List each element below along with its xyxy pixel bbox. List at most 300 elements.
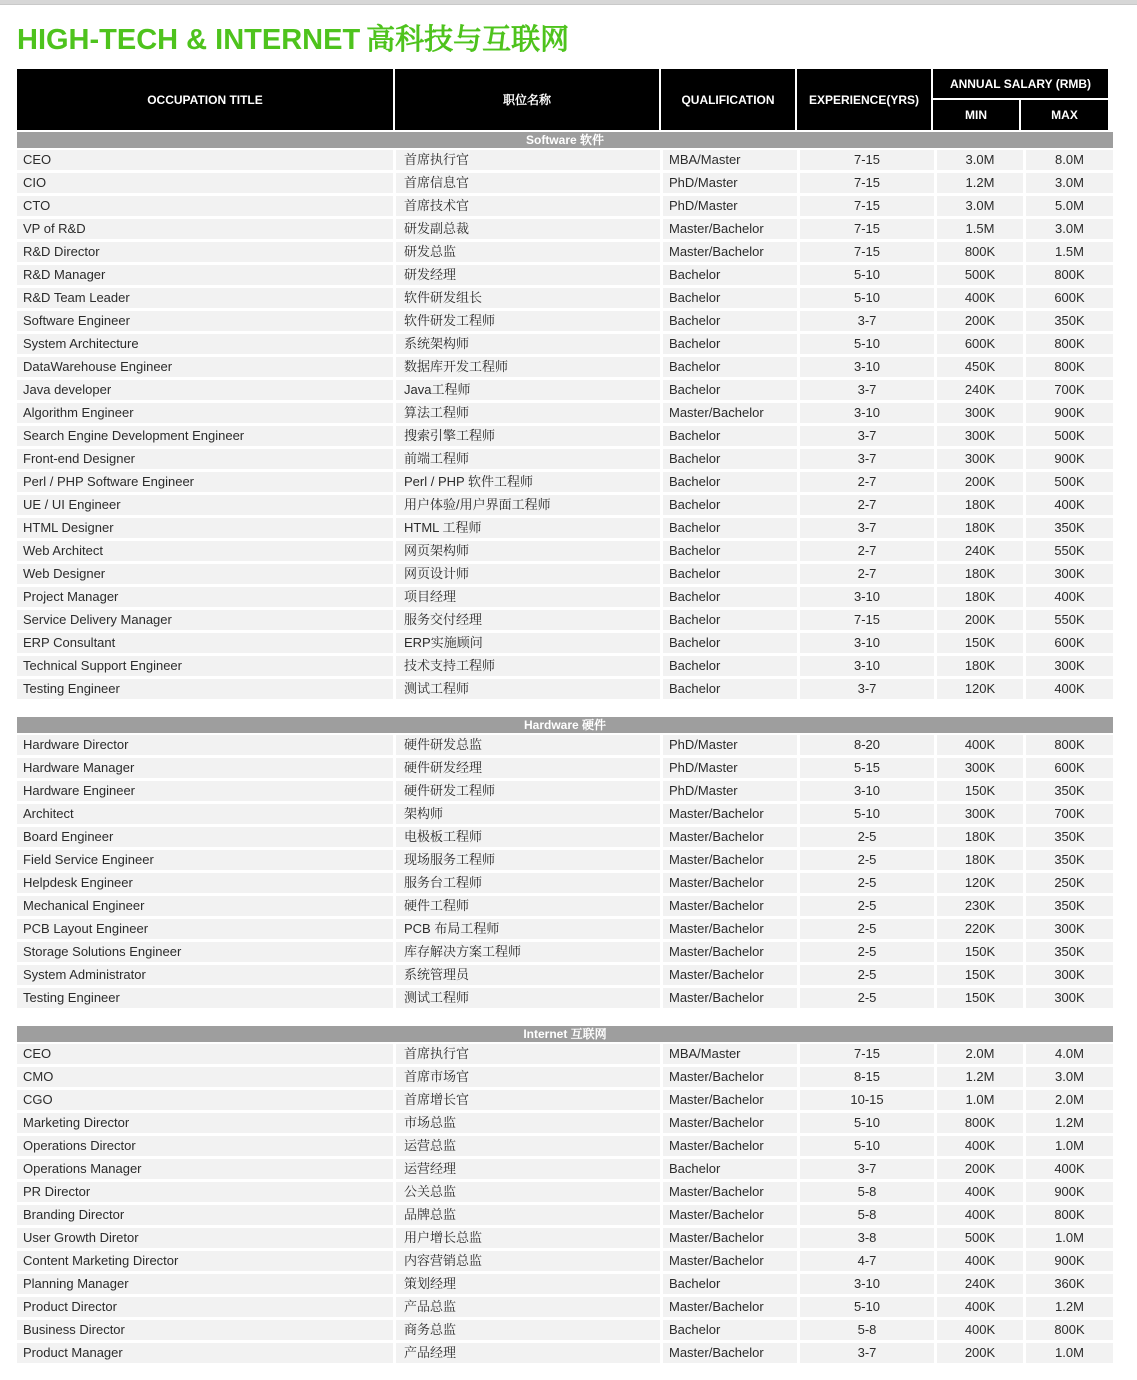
- qualification-cell: Master/Bachelor: [663, 1136, 797, 1156]
- section-header-label: Software 软件: [525, 133, 604, 147]
- table-row: [17, 781, 1113, 801]
- experience-cell: 5-8: [800, 1320, 934, 1340]
- qualification-cell: Master/Bachelor: [663, 850, 797, 870]
- title-zh-cell: 系统架构师: [396, 334, 660, 354]
- qualification-cell: Master/Bachelor: [663, 919, 797, 939]
- min-salary-cell: 180K: [937, 495, 1023, 515]
- title-zh-cell: 产品经理: [396, 1343, 660, 1363]
- occupation-cell: CGO: [17, 1090, 393, 1110]
- table-row: [17, 334, 1113, 354]
- title-zh-cell: 商务总监: [396, 1320, 660, 1340]
- table-row: [17, 426, 1113, 446]
- experience-cell: 3-7: [800, 518, 934, 538]
- experience-cell: 7-15: [800, 219, 934, 239]
- min-salary-cell: 150K: [937, 781, 1023, 801]
- experience-cell: 2-7: [800, 541, 934, 561]
- header-annual-salary: ANNUAL SALARY (RMB): [933, 69, 1108, 98]
- table-row: [17, 850, 1113, 870]
- occupation-cell: Search Engine Development Engineer: [17, 426, 393, 446]
- table-row: [17, 919, 1113, 939]
- occupation-cell: Perl / PHP Software Engineer: [17, 472, 393, 492]
- table-row: [17, 896, 1113, 916]
- table-row: [17, 1205, 1113, 1225]
- max-salary-cell: 1.2M: [1026, 1113, 1113, 1133]
- experience-cell: 2-5: [800, 827, 934, 847]
- title-zh-cell: 策划经理: [396, 1274, 660, 1294]
- title-zh-cell: 软件研发工程师: [396, 311, 660, 331]
- min-salary-cell: 150K: [937, 942, 1023, 962]
- title-zh-cell: 市场总监: [396, 1113, 660, 1133]
- experience-cell: 3-10: [800, 1274, 934, 1294]
- title-zh-cell: 运营总监: [396, 1136, 660, 1156]
- max-salary-cell: 4.0M: [1026, 1044, 1113, 1064]
- occupation-cell: R&D Team Leader: [17, 288, 393, 308]
- max-salary-cell: 900K: [1026, 403, 1113, 423]
- table-row: [17, 449, 1113, 469]
- max-salary-cell: 800K: [1026, 1205, 1113, 1225]
- min-salary-cell: 300K: [937, 449, 1023, 469]
- table-row: [17, 1297, 1113, 1317]
- occupation-cell: CIO: [17, 173, 393, 193]
- qualification-cell: Master/Bachelor: [663, 804, 797, 824]
- experience-cell: 3-7: [800, 449, 934, 469]
- table-row: [17, 242, 1113, 262]
- max-salary-cell: 800K: [1026, 357, 1113, 377]
- qualification-cell: Bachelor: [663, 288, 797, 308]
- title-zh-cell: 服务台工程师: [396, 873, 660, 893]
- experience-cell: 5-10: [800, 288, 934, 308]
- experience-cell: 2-7: [800, 564, 934, 584]
- max-salary-cell: 800K: [1026, 265, 1113, 285]
- experience-cell: 3-10: [800, 656, 934, 676]
- occupation-cell: ERP Consultant: [17, 633, 393, 653]
- min-salary-cell: 500K: [937, 1228, 1023, 1248]
- max-salary-cell: 350K: [1026, 311, 1113, 331]
- experience-cell: 10-15: [800, 1090, 934, 1110]
- max-salary-cell: 800K: [1026, 1320, 1113, 1340]
- min-salary-cell: 800K: [937, 242, 1023, 262]
- table-row: [17, 735, 1113, 755]
- qualification-cell: Bachelor: [663, 334, 797, 354]
- occupation-cell: Software Engineer: [17, 311, 393, 331]
- experience-cell: 2-7: [800, 495, 934, 515]
- max-salary-cell: 1.5M: [1026, 242, 1113, 262]
- qualification-cell: Bachelor: [663, 633, 797, 653]
- title-zh-cell: 服务交付经理: [396, 610, 660, 630]
- min-salary-cell: 400K: [937, 1182, 1023, 1202]
- occupation-cell: Helpdesk Engineer: [17, 873, 393, 893]
- title-zh-cell: 研发经理: [396, 265, 660, 285]
- title-zh-cell: 首席增长官: [396, 1090, 660, 1110]
- table-row: [17, 1090, 1113, 1110]
- min-salary-cell: 1.2M: [937, 1067, 1023, 1087]
- experience-cell: 8-15: [800, 1067, 934, 1087]
- title-zh-cell: PCB 布局工程师: [396, 919, 660, 939]
- qualification-cell: Bachelor: [663, 265, 797, 285]
- min-salary-cell: 3.0M: [937, 196, 1023, 216]
- occupation-cell: Hardware Director: [17, 735, 393, 755]
- min-salary-cell: 3.0M: [937, 150, 1023, 170]
- min-salary-cell: 180K: [937, 564, 1023, 584]
- min-salary-cell: 400K: [937, 735, 1023, 755]
- table-row: [17, 1228, 1113, 1248]
- occupation-cell: Storage Solutions Engineer: [17, 942, 393, 962]
- occupation-cell: Hardware Manager: [17, 758, 393, 778]
- max-salary-cell: 300K: [1026, 656, 1113, 676]
- min-salary-cell: 240K: [937, 1274, 1023, 1294]
- occupation-cell: Algorithm Engineer: [17, 403, 393, 423]
- min-salary-cell: 400K: [937, 1251, 1023, 1271]
- min-salary-cell: 180K: [937, 518, 1023, 538]
- experience-cell: 3-7: [800, 311, 934, 331]
- qualification-cell: Master/Bachelor: [663, 1297, 797, 1317]
- min-salary-cell: 240K: [937, 380, 1023, 400]
- experience-cell: 2-5: [800, 988, 934, 1008]
- qualification-cell: Master/Bachelor: [663, 1343, 797, 1363]
- occupation-cell: CEO: [17, 1044, 393, 1064]
- occupation-cell: User Growth Diretor: [17, 1228, 393, 1248]
- table-row: [17, 541, 1113, 561]
- min-salary-cell: 180K: [937, 587, 1023, 607]
- table-row: [17, 610, 1113, 630]
- title-zh-cell: HTML 工程师: [396, 518, 660, 538]
- min-salary-cell: 200K: [937, 1343, 1023, 1363]
- experience-cell: 3-7: [800, 1159, 934, 1179]
- section-header: [17, 717, 1113, 733]
- min-salary-cell: 450K: [937, 357, 1023, 377]
- qualification-cell: Master/Bachelor: [663, 242, 797, 262]
- experience-cell: 2-5: [800, 873, 934, 893]
- table-row: [17, 587, 1113, 607]
- experience-cell: 5-10: [800, 1113, 934, 1133]
- experience-cell: 5-10: [800, 334, 934, 354]
- table-row: [17, 1320, 1113, 1340]
- experience-cell: 2-7: [800, 472, 934, 492]
- title-zh-cell: 电极板工程师: [396, 827, 660, 847]
- table-row: [17, 173, 1113, 193]
- experience-cell: 5-10: [800, 265, 934, 285]
- max-salary-cell: 400K: [1026, 495, 1113, 515]
- header-occupation-title: OCCUPATION TITLE: [17, 69, 393, 130]
- table-row: [17, 472, 1113, 492]
- max-salary-cell: 900K: [1026, 1182, 1113, 1202]
- qualification-cell: MBA/Master: [663, 1044, 797, 1064]
- qualification-cell: Bachelor: [663, 472, 797, 492]
- max-salary-cell: 350K: [1026, 942, 1113, 962]
- max-salary-cell: 350K: [1026, 518, 1113, 538]
- title-zh-cell: 硬件研发经理: [396, 758, 660, 778]
- section-rows: [17, 150, 1113, 699]
- occupation-cell: Java developer: [17, 380, 393, 400]
- header-salary-min: MIN: [933, 100, 1019, 130]
- experience-cell: 8-20: [800, 735, 934, 755]
- min-salary-cell: 180K: [937, 850, 1023, 870]
- section-header-label: Hardware 硬件: [523, 718, 607, 732]
- title-zh-cell: 项目经理: [396, 587, 660, 607]
- table-row: [17, 1274, 1113, 1294]
- table-row: [17, 656, 1113, 676]
- occupation-cell: System Architecture: [17, 334, 393, 354]
- table-row: [17, 1136, 1113, 1156]
- qualification-cell: Bachelor: [663, 495, 797, 515]
- min-salary-cell: 200K: [937, 472, 1023, 492]
- max-salary-cell: 600K: [1026, 758, 1113, 778]
- occupation-cell: Content Marketing Director: [17, 1251, 393, 1271]
- table-row: [17, 1067, 1113, 1087]
- table-row: [17, 1251, 1113, 1271]
- page-title-zh: 高科技与互联网: [366, 24, 570, 56]
- max-salary-cell: 600K: [1026, 288, 1113, 308]
- table-row: [17, 633, 1113, 653]
- occupation-cell: Mechanical Engineer: [17, 896, 393, 916]
- qualification-cell: Master/Bachelor: [663, 219, 797, 239]
- experience-cell: 2-5: [800, 942, 934, 962]
- min-salary-cell: 400K: [937, 1297, 1023, 1317]
- min-salary-cell: 1.0M: [937, 1090, 1023, 1110]
- page-content: [0, 5, 1137, 1363]
- experience-cell: 5-8: [800, 1182, 934, 1202]
- qualification-cell: Master/Bachelor: [663, 942, 797, 962]
- qualification-cell: Bachelor: [663, 679, 797, 699]
- qualification-cell: Bachelor: [663, 426, 797, 446]
- table-header: [17, 69, 1113, 130]
- experience-cell: 3-7: [800, 679, 934, 699]
- occupation-cell: Web Designer: [17, 564, 393, 584]
- min-salary-cell: 240K: [937, 541, 1023, 561]
- title-zh-cell: 用户体验/用户界面工程师: [396, 495, 660, 515]
- table-row: [17, 196, 1113, 216]
- occupation-cell: Service Delivery Manager: [17, 610, 393, 630]
- title-zh-cell: 首席市场官: [396, 1067, 660, 1087]
- table-row: [17, 827, 1113, 847]
- max-salary-cell: 1.0M: [1026, 1136, 1113, 1156]
- occupation-cell: PCB Layout Engineer: [17, 919, 393, 939]
- max-salary-cell: 350K: [1026, 896, 1113, 916]
- header-qualification: QUALIFICATION: [661, 69, 795, 130]
- min-salary-cell: 180K: [937, 827, 1023, 847]
- occupation-cell: Testing Engineer: [17, 988, 393, 1008]
- table-row: [17, 288, 1113, 308]
- qualification-cell: Bachelor: [663, 656, 797, 676]
- qualification-cell: Bachelor: [663, 518, 797, 538]
- table-row: [17, 1182, 1113, 1202]
- qualification-cell: Master/Bachelor: [663, 1090, 797, 1110]
- experience-cell: 3-10: [800, 587, 934, 607]
- occupation-cell: Product Director: [17, 1297, 393, 1317]
- table-sections: [17, 132, 1113, 1363]
- table-row: [17, 311, 1113, 331]
- table-row: [17, 518, 1113, 538]
- title-zh-cell: 首席技术官: [396, 196, 660, 216]
- occupation-cell: Project Manager: [17, 587, 393, 607]
- title-zh-cell: 首席执行官: [396, 1044, 660, 1064]
- title-zh-cell: 硬件研发总监: [396, 735, 660, 755]
- max-salary-cell: 350K: [1026, 827, 1113, 847]
- experience-cell: 7-15: [800, 150, 934, 170]
- experience-cell: 3-8: [800, 1228, 934, 1248]
- table-row: [17, 758, 1113, 778]
- max-salary-cell: 900K: [1026, 1251, 1113, 1271]
- table-row: [17, 495, 1113, 515]
- experience-cell: 4-7: [800, 1251, 934, 1271]
- table-row: [17, 265, 1113, 285]
- experience-cell: 2-5: [800, 965, 934, 985]
- occupation-cell: Marketing Director: [17, 1113, 393, 1133]
- qualification-cell: Bachelor: [663, 541, 797, 561]
- occupation-cell: DataWarehouse Engineer: [17, 357, 393, 377]
- experience-cell: 2-5: [800, 850, 934, 870]
- occupation-cell: Field Service Engineer: [17, 850, 393, 870]
- header-salary-max: MAX: [1021, 100, 1108, 130]
- title-zh-cell: 硬件研发工程师: [396, 781, 660, 801]
- table-row: [17, 403, 1113, 423]
- table-row: [17, 357, 1113, 377]
- qualification-cell: Master/Bachelor: [663, 1067, 797, 1087]
- table-row: [17, 564, 1113, 584]
- table-row: [17, 988, 1113, 1008]
- max-salary-cell: 700K: [1026, 380, 1113, 400]
- table-row: [17, 965, 1113, 985]
- table-row: [17, 380, 1113, 400]
- min-salary-cell: 200K: [937, 610, 1023, 630]
- table-row: [17, 873, 1113, 893]
- max-salary-cell: 360K: [1026, 1274, 1113, 1294]
- max-salary-cell: 300K: [1026, 988, 1113, 1008]
- occupation-cell: Operations Manager: [17, 1159, 393, 1179]
- experience-cell: 7-15: [800, 196, 934, 216]
- experience-cell: 3-10: [800, 781, 934, 801]
- min-salary-cell: 1.2M: [937, 173, 1023, 193]
- title-zh-cell: 库存解决方案工程师: [396, 942, 660, 962]
- title-zh-cell: 架构师: [396, 804, 660, 824]
- max-salary-cell: 550K: [1026, 610, 1113, 630]
- title-zh-cell: 网页架构师: [396, 541, 660, 561]
- min-salary-cell: 400K: [937, 288, 1023, 308]
- qualification-cell: PhD/Master: [663, 173, 797, 193]
- occupation-cell: Front-end Designer: [17, 449, 393, 469]
- max-salary-cell: 1.0M: [1026, 1228, 1113, 1248]
- table-section: [17, 132, 1113, 699]
- min-salary-cell: 220K: [937, 919, 1023, 939]
- qualification-cell: Master/Bachelor: [663, 896, 797, 916]
- max-salary-cell: 3.0M: [1026, 219, 1113, 239]
- min-salary-cell: 300K: [937, 403, 1023, 423]
- max-salary-cell: 300K: [1026, 564, 1113, 584]
- qualification-cell: Bachelor: [663, 357, 797, 377]
- qualification-cell: Master/Bachelor: [663, 1113, 797, 1133]
- occupation-cell: Branding Director: [17, 1205, 393, 1225]
- max-salary-cell: 700K: [1026, 804, 1113, 824]
- table-row: [17, 1159, 1113, 1179]
- qualification-cell: Master/Bachelor: [663, 1182, 797, 1202]
- title-zh-cell: 品牌总监: [396, 1205, 660, 1225]
- title-zh-cell: 测试工程师: [396, 679, 660, 699]
- min-salary-cell: 230K: [937, 896, 1023, 916]
- experience-cell: 7-15: [800, 173, 934, 193]
- experience-cell: 5-15: [800, 758, 934, 778]
- occupation-cell: Architect: [17, 804, 393, 824]
- occupation-cell: R&D Director: [17, 242, 393, 262]
- title-zh-cell: 内容营销总监: [396, 1251, 660, 1271]
- title-zh-cell: 用户增长总监: [396, 1228, 660, 1248]
- title-zh-cell: 公关总监: [396, 1182, 660, 1202]
- occupation-cell: R&D Manager: [17, 265, 393, 285]
- occupation-cell: Technical Support Engineer: [17, 656, 393, 676]
- qualification-cell: Bachelor: [663, 380, 797, 400]
- min-salary-cell: 1.5M: [937, 219, 1023, 239]
- title-zh-cell: 数据库开发工程师: [396, 357, 660, 377]
- qualification-cell: Master/Bachelor: [663, 1205, 797, 1225]
- salary-table: [17, 69, 1113, 1363]
- occupation-cell: Hardware Engineer: [17, 781, 393, 801]
- occupation-cell: CTO: [17, 196, 393, 216]
- min-salary-cell: 120K: [937, 679, 1023, 699]
- max-salary-cell: 300K: [1026, 919, 1113, 939]
- header-title-zh: 职位名称: [395, 69, 659, 130]
- title-zh-cell: 研发副总裁: [396, 219, 660, 239]
- title-zh-cell: Perl / PHP 软件工程师: [396, 472, 660, 492]
- min-salary-cell: 150K: [937, 988, 1023, 1008]
- page-title: [17, 17, 1117, 58]
- qualification-cell: Bachelor: [663, 449, 797, 469]
- section-rows: [17, 1044, 1113, 1363]
- title-zh-cell: 硬件工程师: [396, 896, 660, 916]
- min-salary-cell: 200K: [937, 311, 1023, 331]
- occupation-cell: UE / UI Engineer: [17, 495, 393, 515]
- experience-cell: 7-15: [800, 1044, 934, 1064]
- max-salary-cell: 3.0M: [1026, 1067, 1113, 1087]
- table-row: [17, 679, 1113, 699]
- title-zh-cell: 首席信息官: [396, 173, 660, 193]
- max-salary-cell: 800K: [1026, 334, 1113, 354]
- table-row: [17, 1044, 1113, 1064]
- qualification-cell: PhD/Master: [663, 196, 797, 216]
- experience-cell: 3-10: [800, 633, 934, 653]
- experience-cell: 2-5: [800, 919, 934, 939]
- min-salary-cell: 800K: [937, 1113, 1023, 1133]
- min-salary-cell: 120K: [937, 873, 1023, 893]
- title-zh-cell: 测试工程师: [396, 988, 660, 1008]
- max-salary-cell: 3.0M: [1026, 173, 1113, 193]
- min-salary-cell: 400K: [937, 1136, 1023, 1156]
- title-zh-cell: 研发总监: [396, 242, 660, 262]
- table-row: [17, 804, 1113, 824]
- experience-cell: 5-10: [800, 804, 934, 824]
- title-zh-cell: 搜索引擎工程师: [396, 426, 660, 446]
- max-salary-cell: 300K: [1026, 965, 1113, 985]
- qualification-cell: MBA/Master: [663, 150, 797, 170]
- min-salary-cell: 400K: [937, 1320, 1023, 1340]
- title-zh-cell: 算法工程师: [396, 403, 660, 423]
- qualification-cell: Master/Bachelor: [663, 1251, 797, 1271]
- occupation-cell: Business Director: [17, 1320, 393, 1340]
- experience-cell: 7-15: [800, 242, 934, 262]
- title-zh-cell: 技术支持工程师: [396, 656, 660, 676]
- section-header: [17, 132, 1113, 148]
- qualification-cell: Bachelor: [663, 587, 797, 607]
- min-salary-cell: 180K: [937, 656, 1023, 676]
- max-salary-cell: 400K: [1026, 1159, 1113, 1179]
- occupation-cell: VP of R&D: [17, 219, 393, 239]
- min-salary-cell: 400K: [937, 1205, 1023, 1225]
- occupation-cell: Planning Manager: [17, 1274, 393, 1294]
- experience-cell: 3-10: [800, 357, 934, 377]
- title-zh-cell: 前端工程师: [396, 449, 660, 469]
- experience-cell: 3-7: [800, 426, 934, 446]
- max-salary-cell: 350K: [1026, 850, 1113, 870]
- page-title-en: HIGH-TECH & INTERNET: [17, 24, 361, 56]
- occupation-cell: HTML Designer: [17, 518, 393, 538]
